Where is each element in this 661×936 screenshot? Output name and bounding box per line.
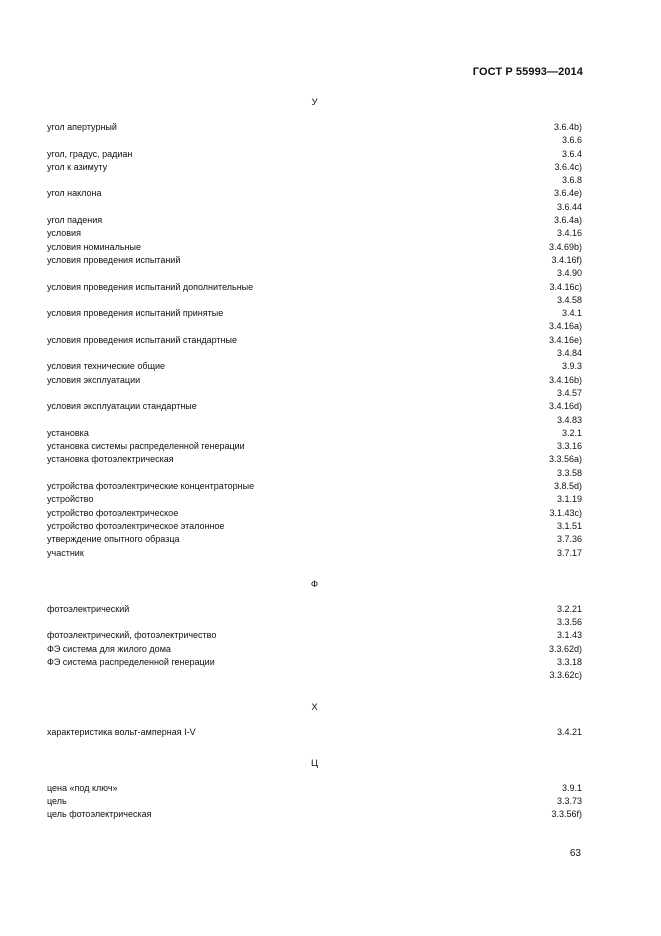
- entry-reference: 3.1.43: [556, 630, 582, 641]
- entry-reference: 3.4.16a): [548, 321, 582, 332]
- index-entry: [47, 782, 582, 795]
- index-entry: [47, 294, 582, 307]
- entry-reference: 3.6.8: [561, 175, 582, 186]
- index-entry: [47, 187, 582, 200]
- entry-term: цена «под ключ»: [47, 782, 118, 793]
- entry-term: угол наклона: [47, 188, 102, 199]
- index-entry: [47, 480, 582, 493]
- index-entry: [47, 795, 582, 808]
- entry-reference: 3.6.4: [561, 148, 582, 159]
- entry-reference: 3.4.83: [556, 414, 582, 425]
- entry-term: угол к азимуту: [47, 161, 108, 172]
- entry-term: условия проведения испытаний стандартные: [47, 334, 237, 345]
- entry-term: условия проведения испытаний: [47, 254, 181, 265]
- index-entry: [47, 467, 582, 480]
- entry-reference: 3.9.3: [561, 361, 582, 372]
- entry-reference: 3.4.90: [556, 268, 582, 279]
- index-entry: [47, 629, 582, 642]
- entry-reference: 3.4.16: [556, 228, 582, 239]
- entry-term: характеристика вольт-амперная I-V: [47, 726, 196, 737]
- entry-reference: 3.3.56f): [551, 809, 582, 820]
- section-letter: Ф: [310, 578, 319, 590]
- entry-reference: 3.1.51: [556, 520, 582, 531]
- entry-term: угол, градус, радиан: [47, 148, 133, 159]
- entry-reference: 3.7.17: [556, 547, 582, 558]
- index-entry: [47, 347, 582, 360]
- entry-term: участник: [47, 547, 84, 558]
- index-entry: [47, 547, 582, 560]
- index-entry: [47, 656, 582, 669]
- entry-reference: 3.3.56: [556, 617, 582, 628]
- index-entry: [47, 174, 582, 187]
- entry-reference: 3.4.16d): [548, 401, 582, 412]
- entry-term: установка фотоэлектрическая: [47, 454, 174, 465]
- index-entry: [47, 214, 582, 227]
- entry-reference: 3.2.1: [561, 427, 582, 438]
- entry-reference: 3.4.1: [561, 308, 582, 319]
- entry-list: [47, 782, 582, 822]
- entry-list: [47, 603, 582, 683]
- entry-reference: 3.6.4e): [553, 188, 582, 199]
- entry-reference: 3.6.44: [556, 201, 582, 212]
- index-entry: [47, 603, 582, 616]
- index-entry: [47, 227, 582, 240]
- index-entry: [47, 281, 582, 294]
- index-entry: [47, 616, 582, 629]
- entry-term: установка: [47, 427, 89, 438]
- entry-term: утверждение опытного образца: [47, 534, 180, 545]
- entry-reference: 3.4.16f): [551, 254, 582, 265]
- entry-term: условия технические общие: [47, 361, 166, 372]
- entry-term: условия: [47, 228, 81, 239]
- index-entry: [47, 414, 582, 427]
- index-entry: [47, 726, 582, 739]
- entry-term: условия проведения испытаний принятые: [47, 308, 224, 319]
- index-entry: [47, 360, 582, 373]
- entry-term: угол падения: [47, 215, 103, 226]
- entry-term: цель фотоэлектрическая: [47, 809, 152, 820]
- entry-reference: 3.4.21: [556, 726, 582, 737]
- standard-header: ГОСТ Р 55993—2014: [472, 66, 583, 78]
- entry-term: условия номинальные: [47, 241, 141, 252]
- entry-reference: 3.4.16b): [548, 374, 582, 385]
- entry-reference: 3.4.16c): [549, 281, 582, 292]
- index-entry: [47, 643, 582, 656]
- page-number: 63: [569, 848, 581, 859]
- index-entry: [47, 669, 582, 682]
- index-entry: [47, 121, 582, 134]
- index-entry: [47, 520, 582, 533]
- entry-reference: 3.6.4b): [553, 122, 582, 132]
- entry-list: [47, 726, 582, 739]
- index-entry: [47, 440, 582, 453]
- entry-term: установка системы распределенной генерации: [47, 441, 245, 452]
- entry-list: [47, 121, 582, 560]
- entry-reference: 3.2.21: [556, 603, 582, 614]
- index-entry: [47, 808, 582, 821]
- entry-term: устройства фотоэлектрические концентраторные: [47, 481, 255, 492]
- index-entry: [47, 267, 582, 280]
- entry-term: условия эксплуатации стандартные: [47, 401, 197, 412]
- index-entry: [47, 427, 582, 440]
- entry-reference: 3.3.56a): [548, 454, 582, 465]
- entry-term: устройство фотоэлектрическое эталонное: [47, 520, 225, 531]
- entry-term: угол апертурный: [47, 122, 117, 132]
- entry-reference: 3.3.62d): [548, 643, 582, 654]
- index-content: [47, 96, 582, 822]
- index-entry: [47, 493, 582, 506]
- section-letter: У: [311, 97, 318, 108]
- entry-reference: 3.6.4a): [553, 215, 582, 226]
- index-entry: [47, 400, 582, 413]
- section-letter: Ц: [310, 757, 319, 769]
- index-entry: [47, 254, 582, 267]
- entry-reference: 3.4.58: [556, 294, 582, 305]
- index-section: [47, 96, 582, 560]
- entry-reference: 3.4.16e): [548, 334, 582, 345]
- entry-reference: 3.3.62c): [549, 670, 582, 681]
- index-entry: [47, 507, 582, 520]
- entry-reference: 3.9.1: [561, 782, 582, 793]
- index-entry: [47, 134, 582, 147]
- index-entry: [47, 374, 582, 387]
- index-section: [47, 578, 582, 683]
- entry-reference: 3.4.69b): [548, 241, 582, 252]
- index-section: [47, 757, 582, 822]
- entry-reference: 3.4.84: [556, 348, 582, 359]
- index-entry: [47, 148, 582, 161]
- index-entry: [47, 161, 582, 174]
- index-entry: [47, 334, 582, 347]
- entry-term: устройство: [47, 494, 94, 505]
- entry-reference: 3.6.6: [561, 135, 582, 146]
- entry-reference: 3.8.5d): [553, 481, 582, 492]
- entry-term: фотоэлектрический, фотоэлектричество: [47, 630, 217, 641]
- entry-term: фотоэлектрический: [47, 603, 130, 614]
- entry-reference: 3.7.36: [556, 534, 582, 545]
- entry-term: цель: [47, 796, 67, 807]
- index-entry: [47, 387, 582, 400]
- index-section: [47, 701, 582, 739]
- entry-reference: 3.3.18: [556, 656, 582, 667]
- index-entry: [47, 453, 582, 466]
- entry-reference: 3.3.16: [556, 441, 582, 452]
- index-entry: [47, 533, 582, 546]
- entry-reference: 3.6.4c): [554, 161, 582, 172]
- entry-term: условия эксплуатации: [47, 374, 141, 385]
- entry-term: устройство фотоэлектрическое: [47, 507, 179, 518]
- index-entry: [47, 241, 582, 254]
- index-entry: [47, 320, 582, 333]
- entry-reference: 3.1.43c): [549, 507, 582, 518]
- entry-term: ФЭ система для жилого дома: [47, 643, 171, 654]
- entry-reference: 3.4.57: [556, 387, 582, 398]
- index-entry: [47, 201, 582, 214]
- entry-term: ФЭ система распределенной генерации: [47, 656, 215, 667]
- entry-term: условия проведения испытаний дополнительные: [47, 281, 254, 292]
- index-entry: [47, 307, 582, 320]
- section-letter: Х: [311, 701, 318, 713]
- entry-reference: 3.3.58: [556, 467, 582, 478]
- entry-reference: 3.3.73: [556, 796, 582, 807]
- entry-reference: 3.1.19: [556, 494, 582, 505]
